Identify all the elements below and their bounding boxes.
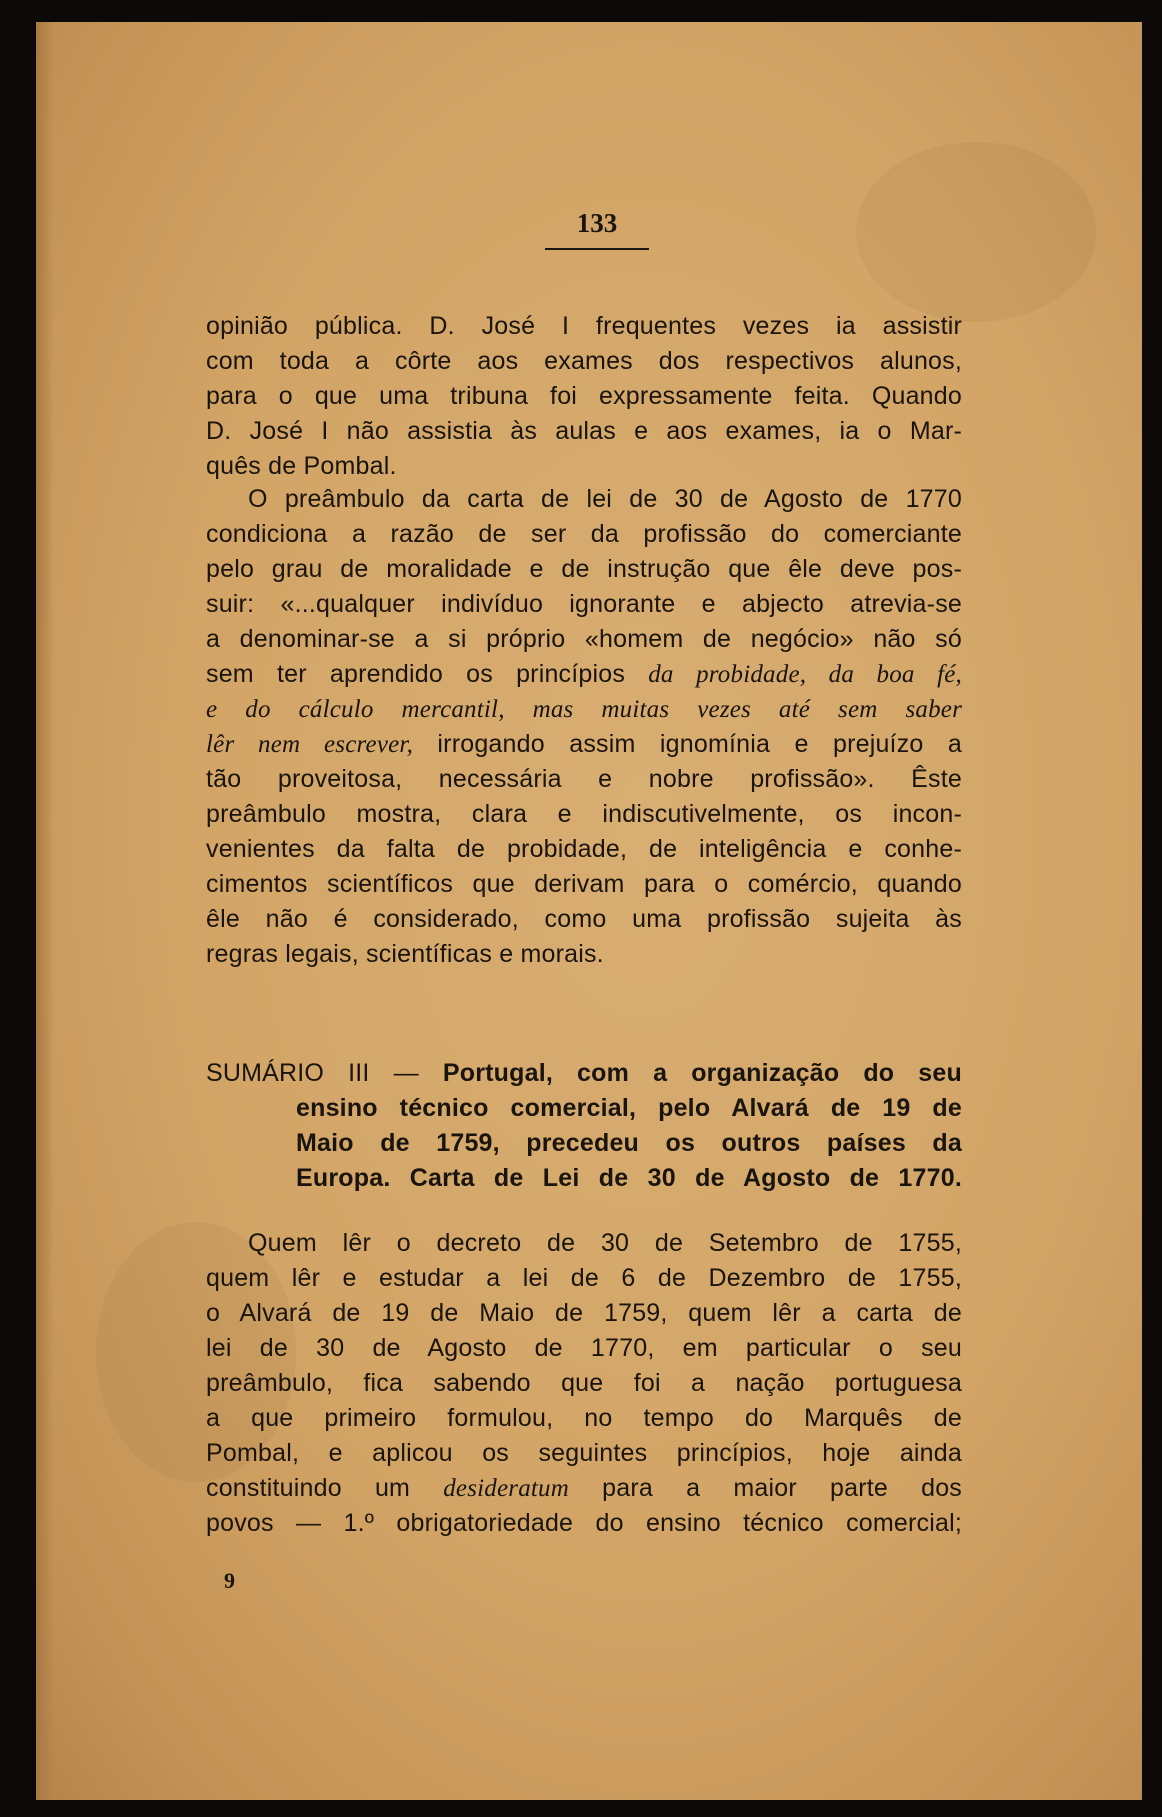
italic-text: desideratum: [443, 1475, 570, 1502]
text-run: constituindo um: [206, 1474, 444, 1502]
text-line: Quem lêr o decreto de 30 de Setembro de 1755,: [248, 1229, 962, 1257]
signature-mark: 9: [224, 1568, 235, 1593]
text-run: para a maior parte dos: [569, 1474, 962, 1502]
summary-label: SUMÁRIO III: [206, 1059, 370, 1087]
paragraph-3: [206, 1226, 962, 1541]
summary-line: ensino técnico comercial, pelo Alvará de 19 de: [296, 1094, 962, 1122]
text-line: [206, 692, 962, 727]
text-line: condiciona a razão de ser da profissão do comerciante: [206, 520, 962, 548]
text-run: sem ter aprendido os princípios: [206, 660, 649, 688]
text-line: O preâmbulo da carta de lei de 30 de Agosto de 1770: [248, 485, 962, 513]
text-line: [206, 727, 962, 762]
text-run: irrogando assim ignomínia e prejuízo a: [413, 730, 962, 758]
book-page: [36, 22, 1142, 1800]
text-line: venientes da falta de probidade, de inteligência e conhe-: [206, 835, 962, 863]
text-line: pelo grau de moralidade e de instrução que êle deve pos-: [206, 555, 962, 583]
text-line: lei de 30 de Agosto de 1770, em particular o seu: [206, 1334, 962, 1362]
text-line: preâmbulo, fica sabendo que foi a nação portuguesa: [206, 1369, 962, 1397]
summary-title: Portugal, com a organização do seu: [442, 1059, 962, 1087]
text-line: preâmbulo mostra, clara e indiscutivelmente, os incon-: [206, 800, 962, 828]
summary-dash: —: [369, 1059, 443, 1087]
text-line: regras legais, scientíficas e morais.: [206, 940, 604, 968]
italic-text: e do cálculo mercantil, mas muitas vezes até sem saber: [206, 696, 962, 723]
text-line: tão proveitosa, necessária e nobre profissão». Êste: [206, 765, 962, 793]
text-line: para o que uma tribuna foi expressamente feita. Quando: [206, 382, 962, 410]
text-line: êle não é considerado, como uma profissão sujeita às: [206, 905, 962, 933]
text-line: quem lêr e estudar a lei de 6 de Dezembro de 1755,: [206, 1264, 962, 1292]
summary-heading-line: [206, 1056, 962, 1091]
section-summary: [206, 1056, 962, 1196]
text-line: povos — 1.º obrigatoriedade do ensino técnico comercial;: [206, 1509, 962, 1537]
paper-stain: [856, 142, 1096, 322]
text-line: a denominar-se a si próprio «homem de negócio» não só: [206, 625, 962, 653]
italic-text: da probidade, da boa fé,: [648, 661, 962, 688]
paragraph-2: [206, 482, 962, 972]
paragraph-1: [206, 309, 962, 484]
text-line: [206, 1471, 962, 1506]
text-line: opinião pública. D. José I frequentes vezes ia assistir: [206, 312, 962, 340]
text-line: suir: «...qualquer indivíduo ignorante e abjecto atrevia-se: [206, 590, 962, 618]
page-number-rule: [545, 248, 649, 250]
text-line: D. José I não assistia às aulas e aos exames, ia o Mar-: [206, 417, 962, 445]
text-line: o Alvará de 19 de Maio de 1759, quem lêr a carta de: [206, 1299, 962, 1327]
text-line: Pombal, e aplicou os seguintes princípios, hoje ainda: [206, 1439, 962, 1467]
text-line: quês de Pombal.: [206, 452, 397, 480]
text-line: a que primeiro formulou, no tempo do Marquês de: [206, 1404, 962, 1432]
text-line: [206, 657, 962, 692]
page-number: 133: [576, 208, 618, 238]
text-line: cimentos scientíficos que derivam para o comércio, quando: [206, 870, 962, 898]
text-line: com toda a côrte aos exames dos respectivos alunos,: [206, 347, 962, 375]
summary-line: Europa. Carta de Lei de 30 de Agosto de 1770.: [296, 1164, 962, 1192]
page-spine-shadow: [36, 22, 54, 1800]
summary-line: Maio de 1759, precedeu os outros países da: [296, 1129, 962, 1157]
italic-text: lêr nem escrever,: [206, 731, 414, 758]
